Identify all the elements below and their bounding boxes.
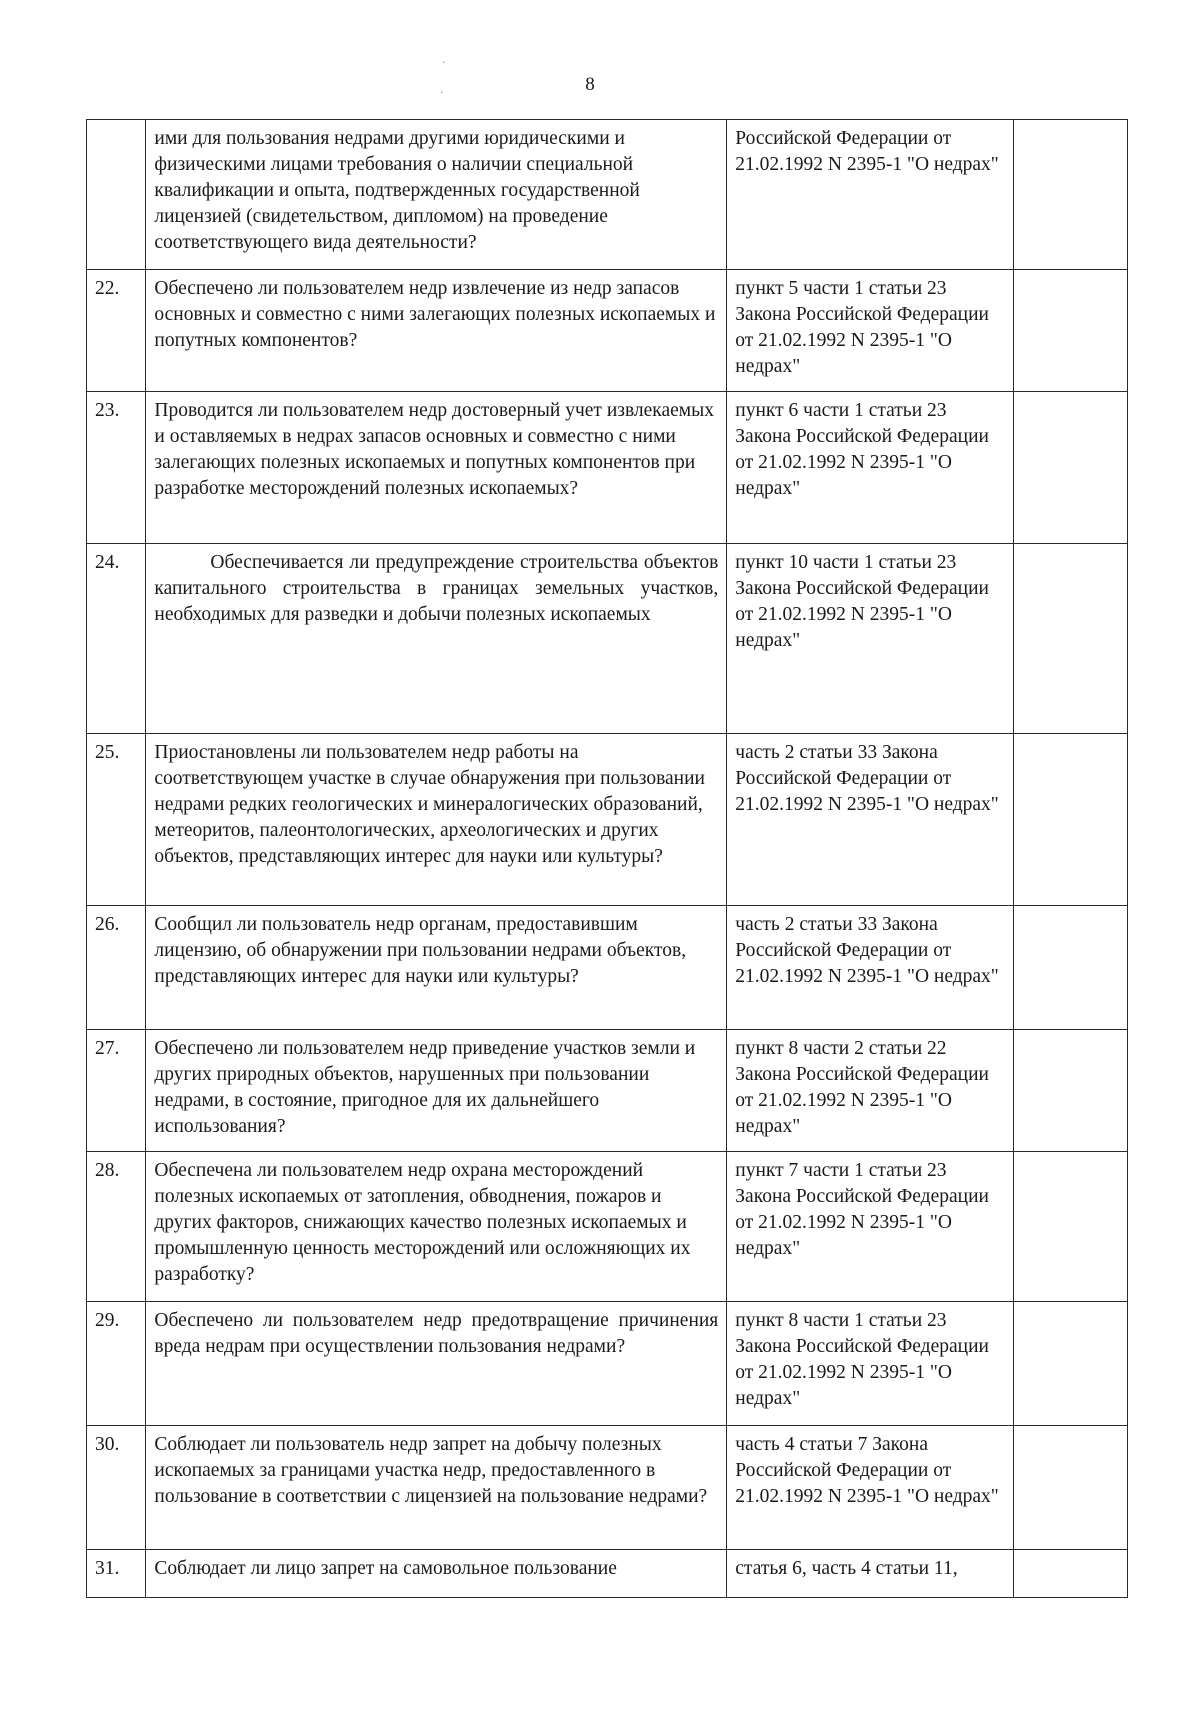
reference-cell: статья 6, часть 4 статьи 11, bbox=[727, 1550, 1014, 1598]
table-row bbox=[87, 270, 1128, 392]
table-row bbox=[87, 734, 1128, 906]
reference-cell: Российской Федерации от 21.02.1992 N 2395-1 "О недрах" bbox=[727, 120, 1014, 270]
row-number: 30. bbox=[87, 1426, 146, 1550]
row-number: 27. bbox=[87, 1030, 146, 1152]
empty-cell bbox=[1014, 120, 1128, 270]
question-cell: Обеспечено ли пользователем недр предотвращение причинения вреда недрам при осуществлении пользования недрами? bbox=[146, 1302, 727, 1426]
reference-cell: часть 2 статьи 33 Закона Российской Федерации от 21.02.1992 N 2395-1 "О недрах" bbox=[727, 906, 1014, 1030]
table-row bbox=[87, 1550, 1128, 1598]
row-number: 25. bbox=[87, 734, 146, 906]
reference-cell: пункт 8 части 1 статьи 23 Закона Российской Федерации от 21.02.1992 N 2395-1 "О недрах" bbox=[727, 1302, 1014, 1426]
empty-cell bbox=[1014, 906, 1128, 1030]
reference-cell: пункт 6 части 1 статьи 23 Закона Российской Федерации от 21.02.1992 N 2395-1 "О недрах" bbox=[727, 392, 1014, 544]
scan-speck: · bbox=[442, 58, 446, 69]
reference-cell: пункт 5 части 1 статьи 23 Закона Российской Федерации от 21.02.1992 N 2395-1 "О недрах" bbox=[727, 270, 1014, 392]
empty-cell bbox=[1014, 544, 1128, 734]
scan-speck: · bbox=[440, 88, 444, 99]
question-cell: Обеспечена ли пользователем недр охрана месторождений полезных ископаемых от затопления, обводнения, пожаров и других факторов, снижающих качество полезных ископаемых и промышленную ценность месторождений или осложняющих их разработку? bbox=[146, 1152, 727, 1302]
row-number: 24. bbox=[87, 544, 146, 734]
empty-cell bbox=[1014, 1030, 1128, 1152]
reference-cell: пункт 7 части 1 статьи 23 Закона Российской Федерации от 21.02.1992 N 2395-1 "О недрах" bbox=[727, 1152, 1014, 1302]
question-cell: Соблюдает ли пользователь недр запрет на добычу полезных ископаемых за границами участка недр, предоставленного в пользование в соответствии с лицензией на пользование недрами? bbox=[146, 1426, 727, 1550]
empty-cell bbox=[1014, 1302, 1128, 1426]
question-cell: Приостановлены ли пользователем недр работы на соответствующем участке в случае обнаружения при пользовании недрами редких геологических и минералогических образований, метеоритов, палеонтологических, археологических и других объектов, представляющих интерес для науки или культуры? bbox=[146, 734, 727, 906]
table-row bbox=[87, 1302, 1128, 1426]
table-row bbox=[87, 1152, 1128, 1302]
empty-cell bbox=[1014, 1550, 1128, 1598]
table-row bbox=[87, 1030, 1128, 1152]
row-number: 22. bbox=[87, 270, 146, 392]
table-row bbox=[87, 544, 1128, 734]
reference-cell: часть 2 статьи 33 Закона Российской Федерации от 21.02.1992 N 2395-1 "О недрах" bbox=[727, 734, 1014, 906]
reference-cell: часть 4 статьи 7 Закона Российской Федерации от 21.02.1992 N 2395-1 "О недрах" bbox=[727, 1426, 1014, 1550]
table-row bbox=[87, 906, 1128, 1030]
question-cell: Обеспечено ли пользователем недр приведение участков земли и других природных объектов, нарушенных при пользовании недрами, в состояние, пригодное для их дальнейшего использования? bbox=[146, 1030, 727, 1152]
empty-cell bbox=[1014, 270, 1128, 392]
table-row bbox=[87, 120, 1128, 270]
row-number: 31. bbox=[87, 1550, 146, 1598]
page-number: 8 bbox=[585, 74, 595, 95]
question-cell: ими для пользования недрами другими юридическими и физическими лицами требования о наличии специальной квалификации и опыта, подтвержденных государственной лицензией (свидетельством, дипломом) на проведение соответствующего вида деятельности? bbox=[146, 120, 727, 270]
row-number: 23. bbox=[87, 392, 146, 544]
table-row bbox=[87, 392, 1128, 544]
question-cell: Проводится ли пользователем недр достоверный учет извлекаемых и оставляемых в недрах запасов основных и совместно с ними залегающих полезных ископаемых и попутных компонентов при разработке месторождений полезных ископаемых? bbox=[146, 392, 727, 544]
question-cell: Обеспечено ли пользователем недр извлечение из недр запасов основных и совместно с ними залегающих полезных ископаемых и попутных компонентов? bbox=[146, 270, 727, 392]
empty-cell bbox=[1014, 392, 1128, 544]
row-number: 26. bbox=[87, 906, 146, 1030]
question-cell: Обеспечивается ли предупреждение строительства объектов капитального строительства в границах земельных участков, необходимых для разведки и добычи полезных ископаемых bbox=[146, 544, 727, 734]
reference-cell: пункт 8 части 2 статьи 22 Закона Российской Федерации от 21.02.1992 N 2395-1 "О недрах" bbox=[727, 1030, 1014, 1152]
question-cell: Сообщил ли пользователь недр органам, предоставившим лицензию, об обнаружении при пользовании недрами объектов, представляющих интерес для науки или культуры? bbox=[146, 906, 727, 1030]
reference-cell: пункт 10 части 1 статьи 23 Закона Российской Федерации от 21.02.1992 N 2395-1 "О недрах" bbox=[727, 544, 1014, 734]
checklist-table bbox=[86, 119, 1128, 1598]
table-row bbox=[87, 1426, 1128, 1550]
empty-cell bbox=[1014, 734, 1128, 906]
question-cell: Соблюдает ли лицо запрет на самовольное пользование bbox=[146, 1550, 727, 1598]
empty-cell bbox=[1014, 1426, 1128, 1550]
empty-cell bbox=[1014, 1152, 1128, 1302]
row-number: 29. bbox=[87, 1302, 146, 1426]
row-number: 28. bbox=[87, 1152, 146, 1302]
row-number bbox=[87, 120, 146, 270]
